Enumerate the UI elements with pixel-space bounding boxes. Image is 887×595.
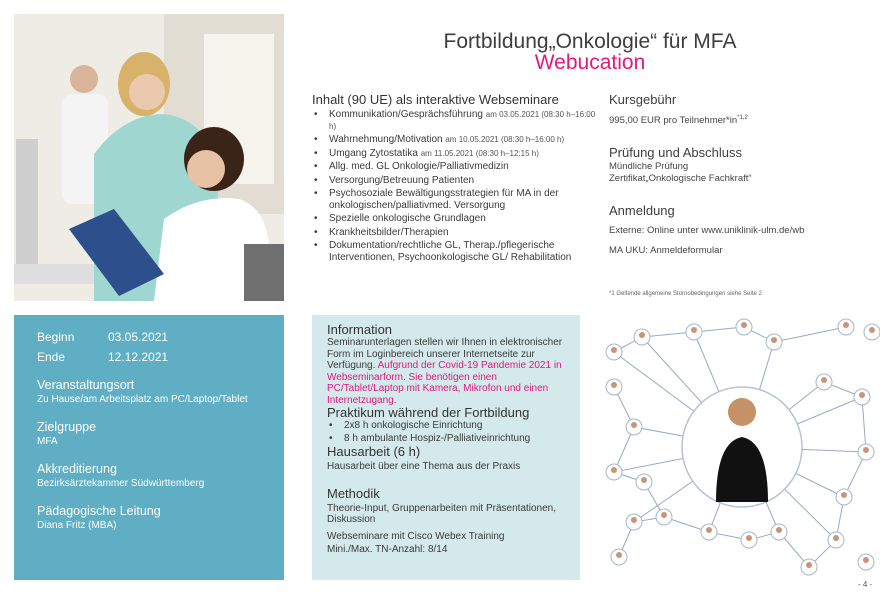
course-details-box bbox=[14, 315, 284, 580]
begin-label: Beginn bbox=[37, 330, 75, 344]
end-value: 12.12.2021 bbox=[108, 350, 169, 364]
information-box bbox=[312, 315, 580, 580]
content-list bbox=[312, 109, 597, 263]
content-section bbox=[312, 92, 597, 265]
location-heading: Veranstaltungsort bbox=[37, 378, 135, 392]
method-text: Theorie-Input, Gruppenarbeiten mit Präsentationen, Diskussion bbox=[327, 502, 557, 525]
accreditation-text: Bezirksärztekammer Südwürttemberg bbox=[37, 478, 205, 489]
medical-staff-photo bbox=[14, 14, 284, 301]
right-column bbox=[609, 92, 874, 257]
info-text: Seminarunterlagen stellen wir Ihnen in elektronischer Form im Loginbereich unserer Internetseite zur Verfügung. Aufgrund der Covid-19 Pandemie 2021 in Webseminarform. Sie benötigen einen PC/Tablet/Laptop mit Kamera, Mikrofon und einen Internetzugang. bbox=[327, 337, 563, 406]
network-illustration bbox=[604, 312, 880, 582]
list-item: • Spezielle onkologische Grundlagen bbox=[312, 213, 597, 225]
page-title: Fortbildung„Onkologie“ für MFA bbox=[443, 30, 737, 53]
accreditation-heading: Akkreditierung bbox=[37, 462, 117, 476]
list-item: • Umgang Zytostatika am 11.05.2021 (08:30 h–12:15 h) bbox=[312, 148, 597, 160]
content-heading: Inhalt (90 UE) als interaktive Webseminare bbox=[312, 92, 559, 107]
begin-value: 03.05.2021 bbox=[108, 330, 169, 344]
page-number: - 4 - bbox=[858, 580, 873, 589]
lead-text: Diana Fritz (MBA) bbox=[37, 520, 117, 531]
list-item: • Versorgung/Betreuung Patienten bbox=[312, 175, 597, 187]
covid-notice: Aufgrund der Covid-19 Pandemie 2021 in Webseminarform. Sie benötigen einen PC/Tablet/Laptop mit Kamera, Mikrofon und einen Internetzugang. bbox=[327, 360, 562, 406]
method-heading: Methodik bbox=[327, 485, 380, 501]
practicum-list bbox=[327, 420, 580, 445]
info-heading: Information bbox=[327, 322, 393, 337]
date-grid bbox=[37, 330, 284, 365]
list-item: • 2x8 h onkologische Einrichtung bbox=[327, 420, 580, 433]
target-text: MFA bbox=[37, 436, 58, 447]
lead-heading: Pädagogische Leitung bbox=[37, 504, 161, 518]
homework-heading: Hausarbeit (6 h) bbox=[327, 444, 421, 459]
fee-heading: Kursgebühr bbox=[609, 92, 677, 107]
list-item: • Dokumentation/rechtliche GL, Therap./pflegerische Interventionen, Psychoonkologische GL/ Rehabilitation bbox=[312, 240, 597, 263]
list-item: • Allg. med. GL Onkologie/Palliativmedizin bbox=[312, 161, 597, 173]
list-item: • 8 h ambulante Hospiz-/Palliativeinrichtung bbox=[327, 433, 580, 446]
homework-text: Hausarbeit über eine Thema aus der Praxis bbox=[327, 461, 521, 472]
registration-external: Externe: Online unter www.uniklinik-ulm.de/wb bbox=[609, 225, 805, 237]
exam-heading: Prüfung und Abschluss bbox=[609, 145, 742, 161]
end-label: Ende bbox=[37, 350, 66, 364]
registration-heading: Anmeldung bbox=[609, 203, 675, 219]
practicum-heading: Praktikum während der Fortbildung bbox=[327, 405, 530, 420]
method-participants: Mini./Max. TN-Anzahl: 8/14 bbox=[327, 544, 448, 555]
social-network-graphic bbox=[604, 312, 880, 582]
registration-internal: MA UKU: Anmeldeformular bbox=[609, 245, 723, 257]
footnote: *1 Geltende allgemeine Stornobedingungen siehe Seite 2 bbox=[609, 291, 762, 297]
list-item: • Krankheitsbilder/Therapien bbox=[312, 227, 597, 239]
location-text: Zu Hause/am Arbeitsplatz am PC/Laptop/Tablet bbox=[37, 394, 248, 405]
method-webex: Webseminare mit Cisco Webex Training bbox=[327, 530, 505, 542]
list-item: • Wahrnehmung/Motivation am 10.05.2021 (08:30 h–16:00 h) bbox=[312, 134, 597, 146]
list-item: • Kommunikation/Gesprächsführung am 03.05.2021 (08:30 h–16:00 h) bbox=[312, 109, 597, 132]
exam-line-2: Zertifikat„Onkologische Fachkraft“ bbox=[609, 173, 752, 185]
exam-line-1: Mündliche Prüfung bbox=[609, 161, 689, 173]
page-subtitle: Webucation bbox=[534, 51, 646, 74]
list-item: • Psychosoziale Bewältigungsstrategien für MA in der onkologischen/palliativmed. Versorgung bbox=[312, 188, 597, 211]
fee-text: 995,00 EUR pro Teilnehmer*in$^{*1,2}$ bbox=[609, 115, 748, 127]
photo-illustration bbox=[14, 14, 284, 301]
target-heading: Zielgruppe bbox=[37, 420, 97, 434]
